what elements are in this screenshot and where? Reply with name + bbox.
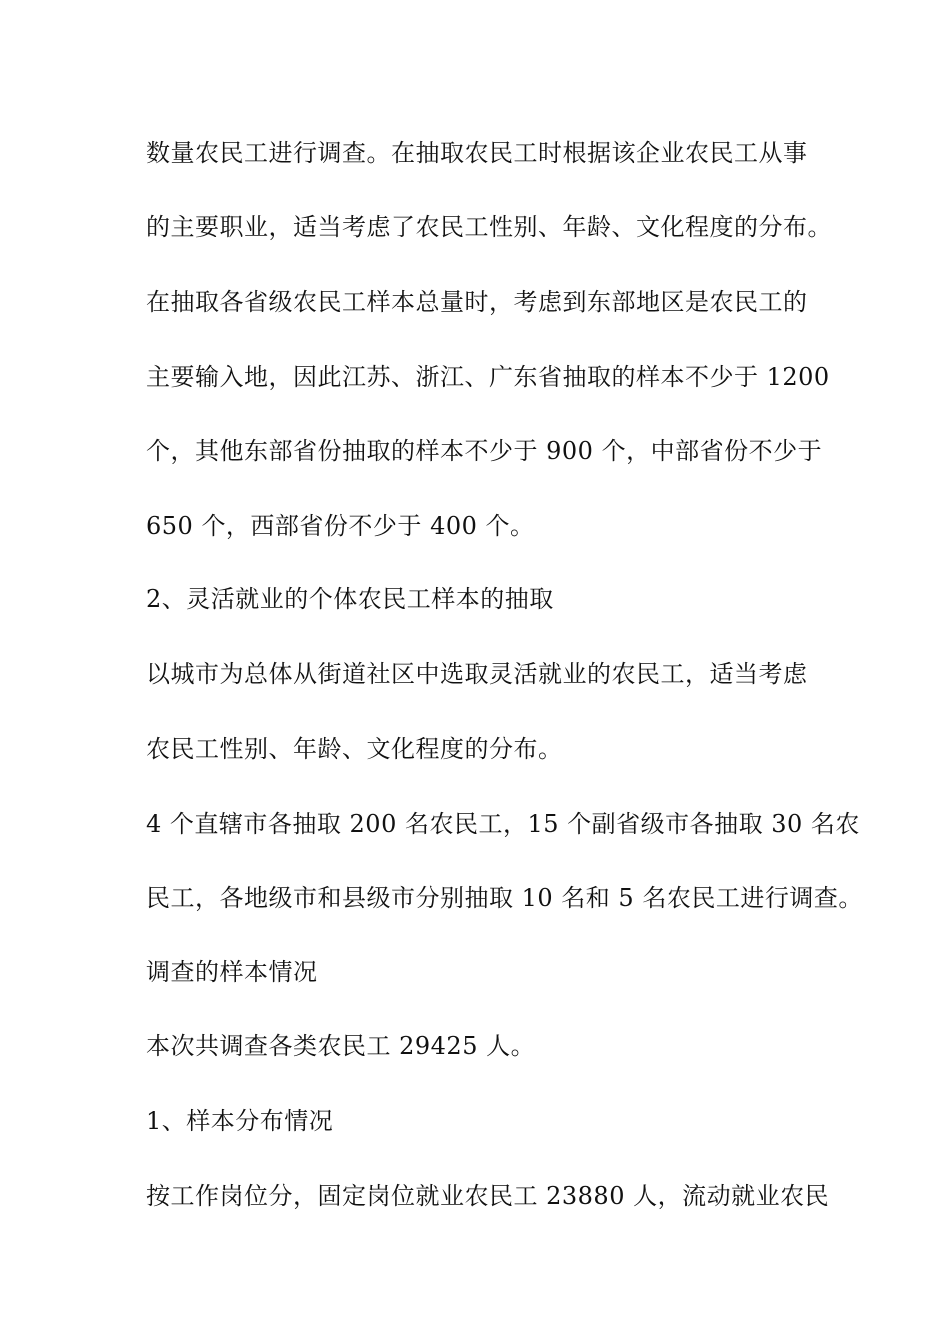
text-line: 的主要职业，适当考虑了农民工性别、年龄、文化程度的分布。 [146, 213, 832, 241]
text-line: 农民工性别、年龄、文化程度的分布。 [146, 735, 563, 763]
section-heading: 2、灵活就业的个体农民工样本的抽取 [146, 585, 554, 613]
text-line: 按工作岗位分，固定岗位就业农民工 23880 人，流动就业农民 [146, 1182, 830, 1210]
section-heading: 调查的样本情况 [146, 958, 318, 986]
text-line: 在抽取各省级农民工样本总量时，考虑到东部地区是农民工的 [146, 288, 808, 316]
text-line: 以城市为总体从街道社区中选取灵活就业的农民工，适当考虑 [146, 660, 808, 688]
text-line: 主要输入地，因此江苏、浙江、广东省抽取的样本不少于 1200 [146, 363, 830, 391]
text-line: 民工，各地级市和县级市分别抽取 10 名和 5 名农民工进行调查。 [146, 884, 863, 912]
text-line: 650 个，西部省份不少于 400 个。 [146, 512, 535, 540]
section-heading: 1、样本分布情况 [146, 1107, 334, 1135]
text-line: 数量农民工进行调查。在抽取农民工时根据该企业农民工从事 [146, 139, 808, 167]
text-line: 本次共调查各类农民工 29425 人。 [146, 1032, 536, 1060]
text-line: 4 个直辖市各抽取 200 名农民工，15 个副省级市各抽取 30 名农 [146, 810, 860, 838]
text-line: 个，其他东部省份抽取的样本不少于 900 个，中部省份不少于 [146, 437, 823, 465]
